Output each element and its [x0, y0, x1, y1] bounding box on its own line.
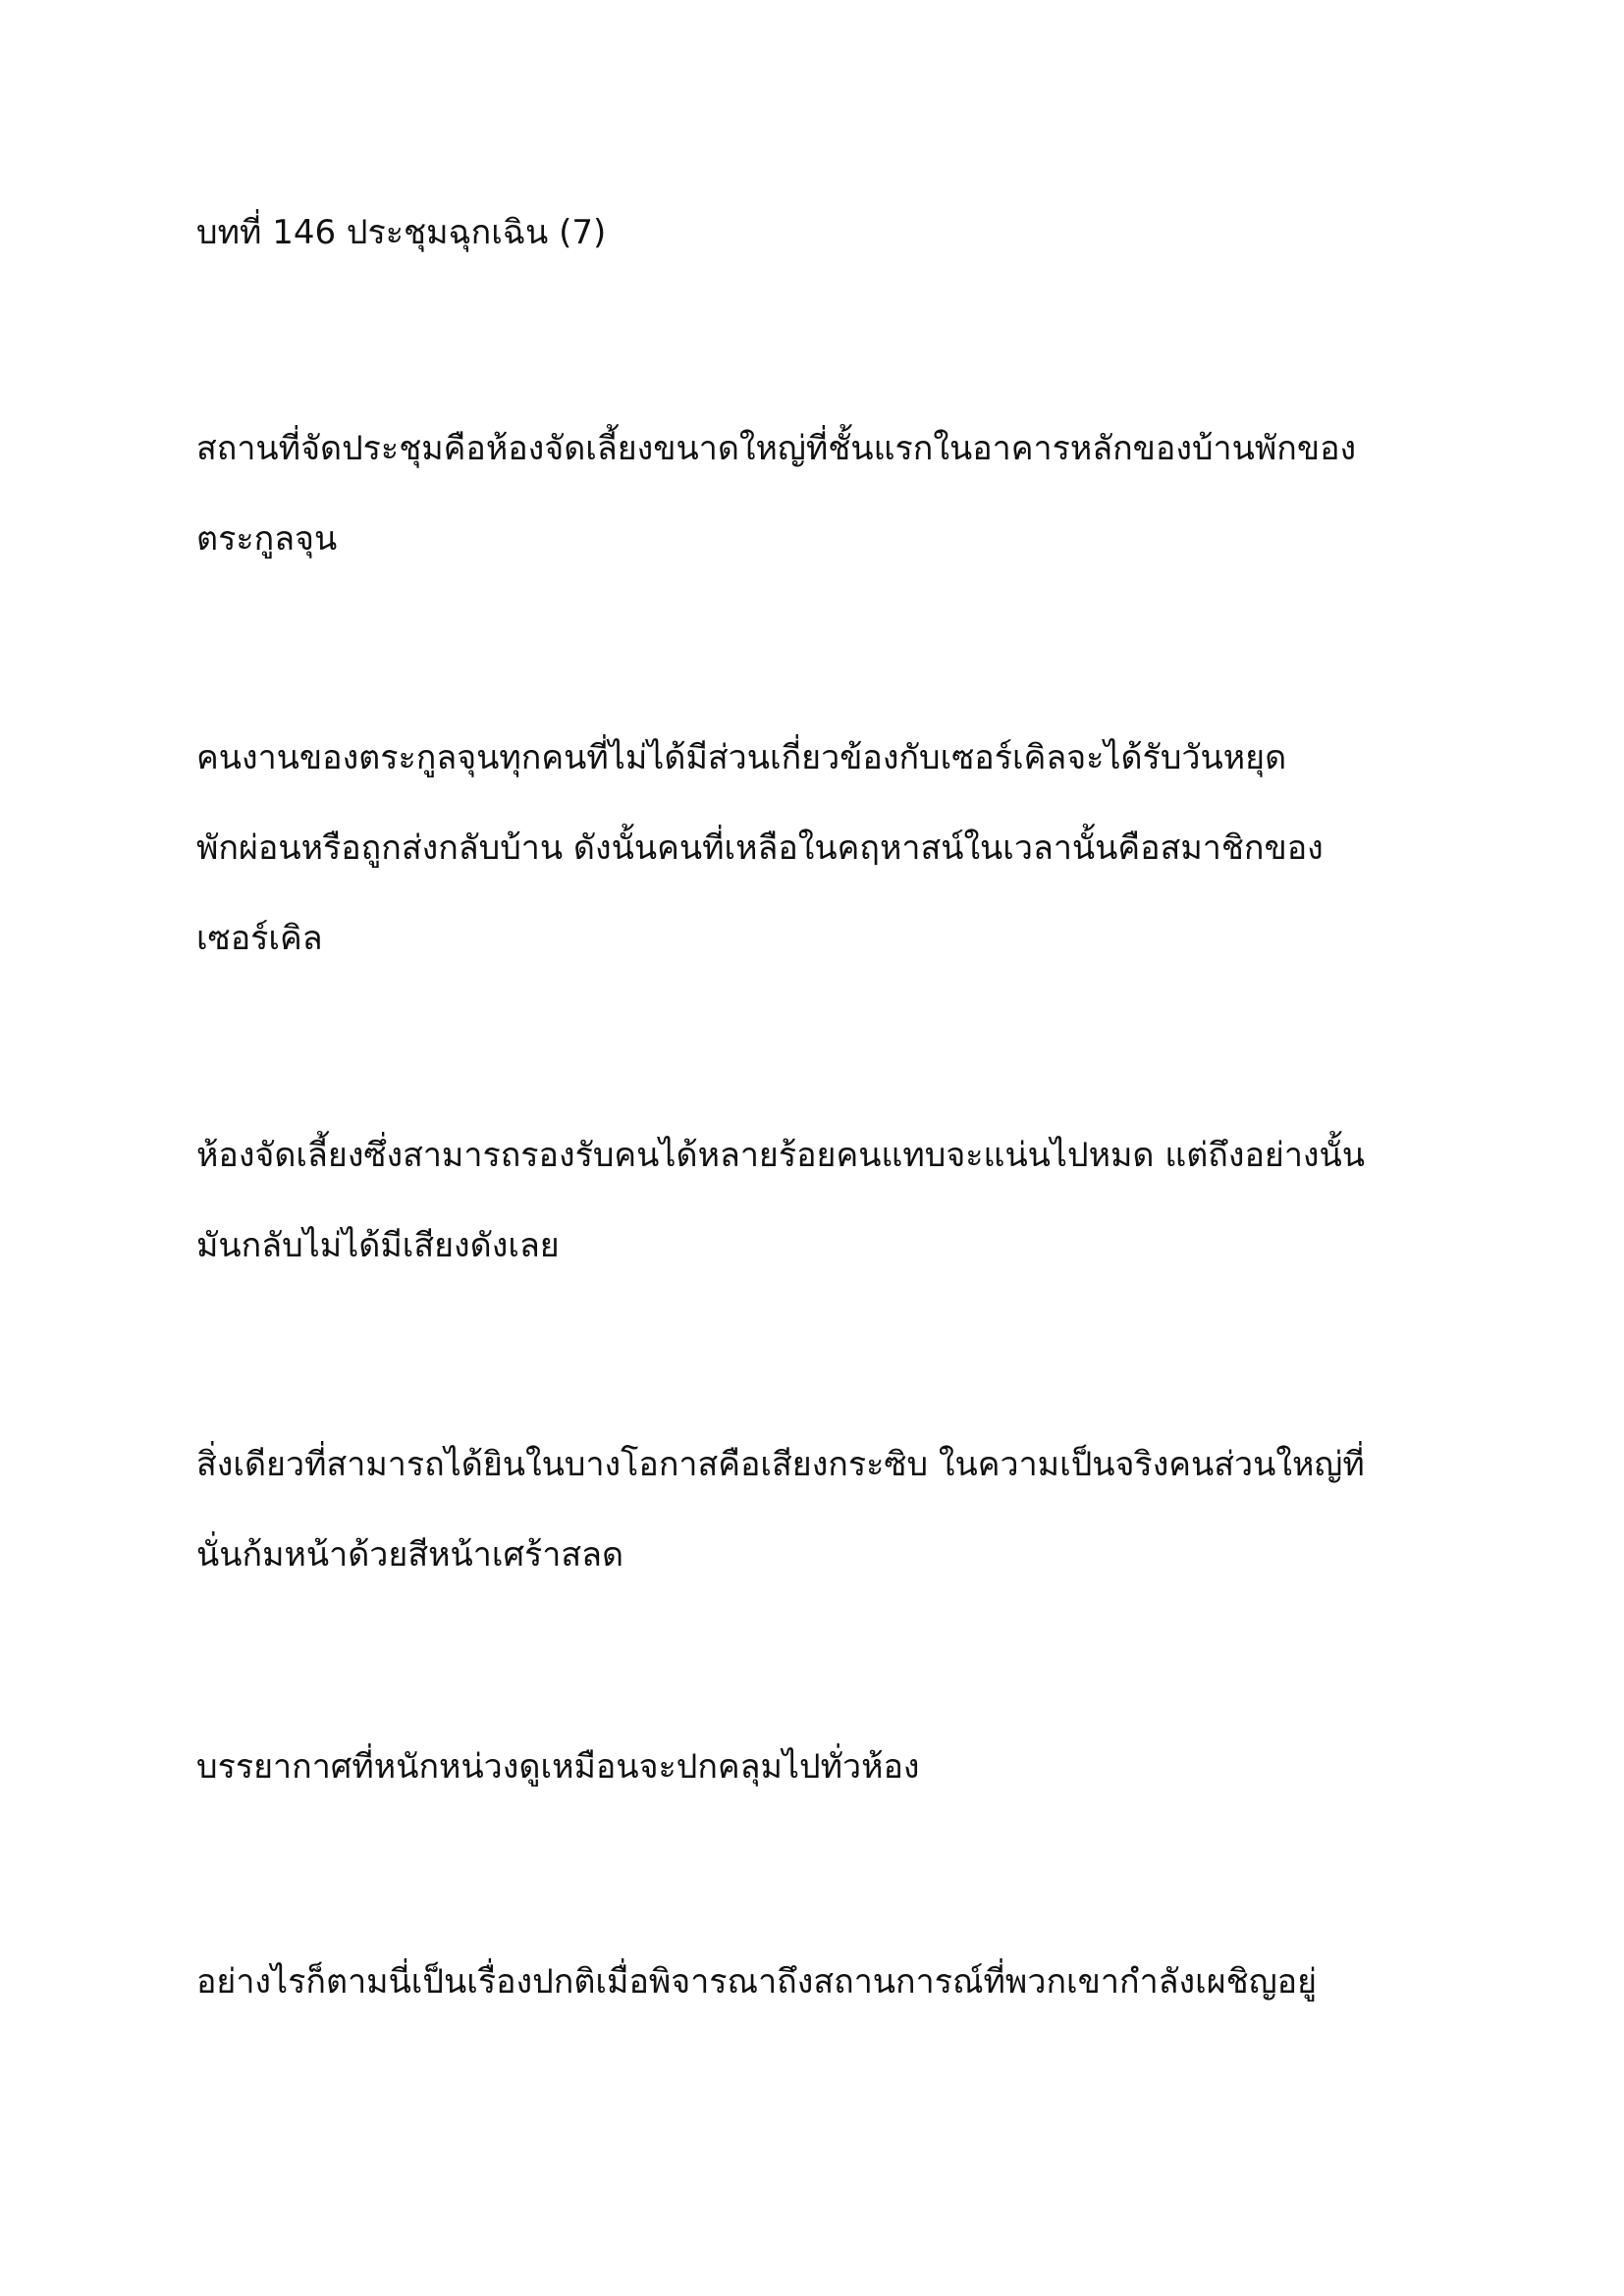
paragraph-line: อย่างไรก็ตามนี่เป็นเรื่องปกติเมื่อพิจารณาถึงสถานการณ์ที่พวกเขากำลังเผชิญอยู่	[196, 1962, 1318, 2002]
paragraph-line: คนงานของตระกูลจุนทุกคนที่ไม่ได้มีส่วนเกี่ยวข้องกับเซอร์เคิลจะได้รับวันหยุด	[196, 738, 1287, 777]
paragraph-2	[196, 738, 1443, 958]
paragraph-line: พักผ่อนหรือถูกส่งกลับบ้าน ดังนั้นคนที่เหลือในคฤหาสน์ในเวลานั้นคือสมาชิกของ	[196, 828, 1324, 868]
paragraph-line: เซอร์เคิล	[196, 919, 323, 958]
chapter-title	[196, 213, 1443, 252]
paragraph-1	[196, 429, 1443, 559]
paragraph-line: สถานที่จัดประชุมคือห้องจัดเลี้ยงขนาดใหญ่ที่ชั้นแรกในอาคารหลักของบ้านพักของ	[196, 429, 1357, 468]
paragraph-3	[196, 1136, 1443, 1265]
chapter-title-text: บทที่ 146 ประชุมฉุกเฉิน (7)	[196, 213, 607, 252]
paragraph-line: สิ่งเดียวที่สามารถได้ยินในบางโอกาสคือเสียงกระซิบ ในความเป็นจริงคนส่วนใหญ่ที่	[196, 1445, 1365, 1484]
paragraph-line: มันกลับไม่ได้มีเสียงดังเลย	[196, 1226, 560, 1265]
paragraph-line: ตระกูลจุน	[196, 519, 338, 559]
paragraph-5	[196, 1747, 1443, 1787]
paragraph-4	[196, 1445, 1443, 1575]
paragraph-6	[196, 1962, 1443, 2002]
paragraph-line: บรรยากาศที่หนักหน่วงดูเหมือนจะปกคลุมไปทั่วห้อง	[196, 1747, 920, 1787]
paragraph-line: นั่นก้มหน้าด้วยสีหน้าเศร้าสลด	[196, 1535, 624, 1575]
paragraph-line: ห้องจัดเลี้ยงซึ่งสามารถรองรับคนได้หลายร้อยคนแทบจะแน่นไปหมด แต่ถึงอย่างนั้น	[196, 1136, 1366, 1175]
